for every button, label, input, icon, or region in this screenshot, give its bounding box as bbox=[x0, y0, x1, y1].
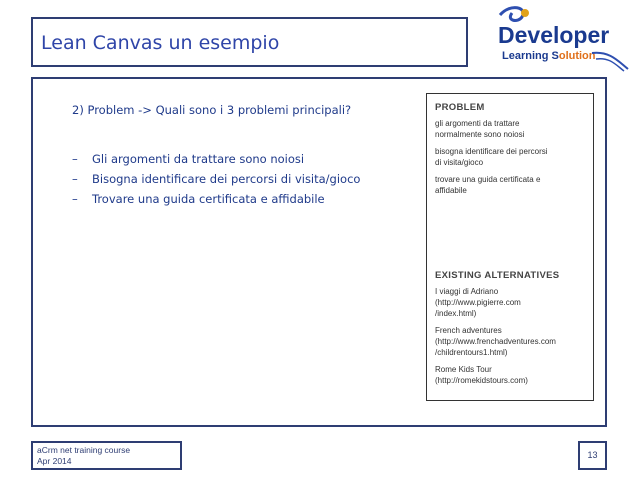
alternatives-list bbox=[435, 286, 556, 392]
alternative-item-line: (http://www.frenchadventures.com bbox=[435, 337, 556, 346]
slide-title: Lean Canvas un esempio bbox=[41, 32, 280, 54]
alternative-item-line: (http://www.pigierre.com bbox=[435, 298, 521, 307]
problem-bullet-list bbox=[72, 149, 360, 209]
logo-swirl-icon bbox=[500, 8, 523, 21]
logo-word-learning bbox=[502, 50, 596, 62]
problem-item-line: gli argomenti da trattare bbox=[435, 119, 520, 128]
alternative-item-line: Rome Kids Tour bbox=[435, 365, 492, 374]
logo-dot-icon bbox=[521, 9, 529, 17]
content-box bbox=[31, 77, 607, 427]
logo-wing-icon-2 bbox=[596, 59, 624, 71]
problem-item-line: normalmente sono noiosi bbox=[435, 130, 525, 139]
existing-alternatives-heading: EXISTING ALTERNATIVES bbox=[435, 270, 560, 281]
title-box bbox=[31, 17, 468, 67]
alternative-item-line: I viaggi di Adriano bbox=[435, 287, 499, 296]
bullet-item bbox=[72, 189, 360, 209]
alternative-item bbox=[435, 286, 556, 319]
alternative-item-line: /index.html) bbox=[435, 309, 477, 318]
problem-list bbox=[435, 118, 548, 202]
problem-item bbox=[435, 146, 548, 168]
problem-item-line: affidabile bbox=[435, 186, 467, 195]
bullet-text: Bisogna identificare dei percorsi di visita/gioco bbox=[92, 172, 361, 186]
logo-word-developer: Developer bbox=[498, 22, 610, 48]
alternative-item-line: French adventures bbox=[435, 326, 502, 335]
bullet-text: Trovare una guida certificata e affidabile bbox=[92, 192, 325, 206]
alternative-item-line: (http://romekidstours.com) bbox=[435, 376, 528, 385]
alternative-item bbox=[435, 325, 556, 358]
page-number-box bbox=[578, 441, 607, 470]
logo-word-learning-part: Learning S bbox=[502, 50, 559, 62]
bullet-item bbox=[72, 149, 360, 169]
developer-learning-solution-logo bbox=[492, 5, 632, 73]
footer-course-box bbox=[31, 441, 182, 470]
bullet-dash: – bbox=[72, 152, 78, 166]
lean-canvas-panel bbox=[426, 93, 594, 401]
logo-word-solution-part: olution bbox=[558, 50, 596, 62]
problem-item-line: bisogna identificare dei percorsi bbox=[435, 147, 548, 156]
footer-course-name: aCrm net training course bbox=[37, 445, 131, 455]
footer-date: Apr 2014 bbox=[37, 456, 72, 466]
page-number: 13 bbox=[587, 450, 598, 460]
bullet-dash: – bbox=[72, 192, 78, 206]
problem-item-line: trovare una guida certificata e bbox=[435, 175, 541, 184]
problem-item-line: di visita/gioco bbox=[435, 158, 484, 167]
problem-item bbox=[435, 174, 548, 196]
alternative-item-line: /childrentours1.html) bbox=[435, 348, 508, 357]
question-text: 2) Problem -> Quali sono i 3 problemi principali? bbox=[72, 103, 352, 117]
bullet-item bbox=[72, 169, 360, 189]
problem-item bbox=[435, 118, 548, 140]
bullet-dash: – bbox=[72, 172, 78, 186]
logo-graphic bbox=[492, 5, 632, 73]
bullet-text: Gli argomenti da trattare sono noiosi bbox=[92, 152, 305, 166]
alternative-item bbox=[435, 364, 556, 386]
problem-heading: PROBLEM bbox=[435, 102, 485, 113]
